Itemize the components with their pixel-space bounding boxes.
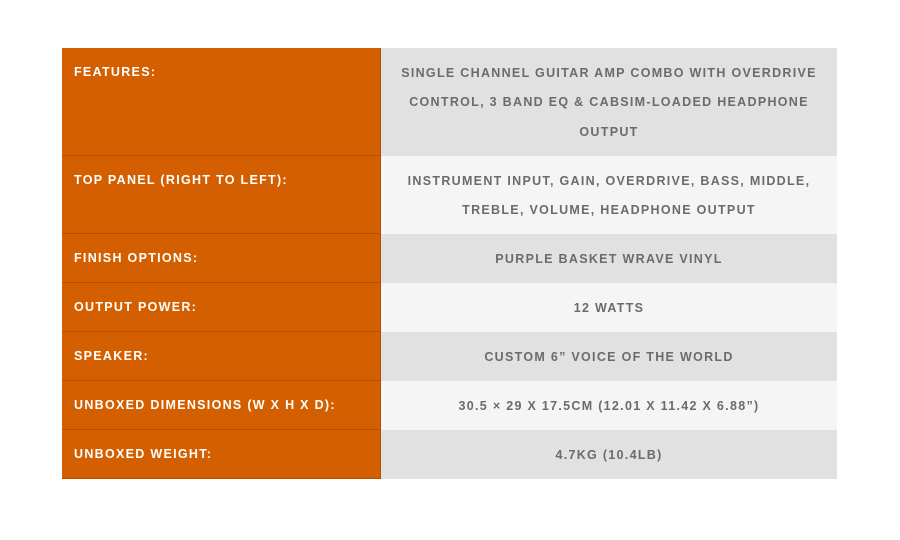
spec-label: FINISH OPTIONS: [74,251,199,265]
spec-value-cell [381,234,837,283]
spec-label: UNBOXED DIMENSIONS (W X H X D): [74,398,336,412]
spec-value-cell [381,48,837,156]
spec-row-output-power [62,283,837,332]
spec-row-top-panel [62,156,837,234]
spec-row-finish-options [62,234,837,283]
spec-row-features [62,48,837,156]
spec-label-cell [62,156,381,234]
spec-value-cell [381,430,837,479]
spec-label-cell [62,234,381,283]
spec-table [62,48,837,479]
spec-label-cell [62,332,381,381]
spec-value: CUSTOM 6” VOICE OF THE WORLD [484,349,734,364]
spec-label: UNBOXED WEIGHT: [74,447,213,461]
spec-value: PURPLE BASKET WRAVE VINYL [495,251,723,266]
spec-value-cell [381,381,837,430]
spec-value-cell [381,156,837,234]
spec-label-cell [62,48,381,156]
spec-value-cell [381,332,837,381]
spec-value: SINGLE CHANNEL GUITAR AMP COMBO WITH OVERDRIVE CONTROL, 3 BAND EQ & CABSIM-LOADED HEADPHONE OUTPUT [401,65,817,139]
spec-row-speaker [62,332,837,381]
spec-row-dimensions [62,381,837,430]
spec-label-cell [62,283,381,332]
spec-label-cell [62,430,381,479]
spec-label: OUTPUT POWER: [74,300,198,314]
spec-row-weight [62,430,837,479]
spec-value: INSTRUMENT INPUT, GAIN, OVERDRIVE, BASS, MIDDLE, TREBLE, VOLUME, HEADPHONE OUTPUT [407,173,811,217]
spec-value-cell [381,283,837,332]
spec-label-cell [62,381,381,430]
spec-label: FEATURES: [74,65,157,79]
spec-value: 4.7KG (10.4LB) [555,447,663,462]
spec-value: 12 WATTS [573,300,645,315]
spec-value: 30.5 × 29 X 17.5CM (12.01 X 11.42 X 6.88”) [458,398,760,413]
spec-label: TOP PANEL (RIGHT TO LEFT): [74,173,288,187]
spec-label: SPEAKER: [74,349,149,363]
